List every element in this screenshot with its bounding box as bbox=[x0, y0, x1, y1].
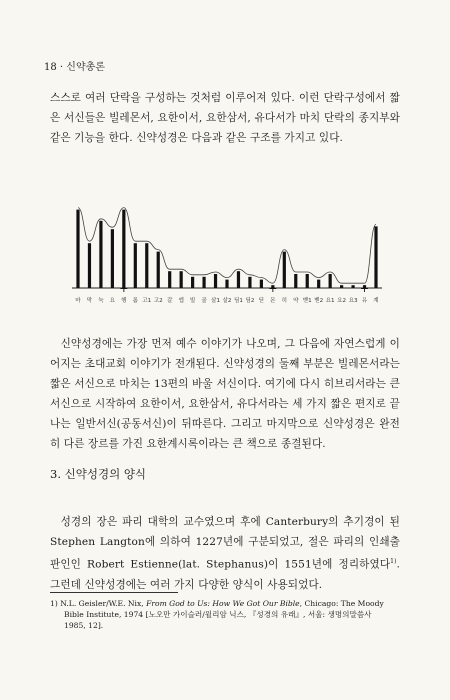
chart-tick-label: 요2 bbox=[337, 298, 347, 304]
chart-tick-label: 요1 bbox=[325, 298, 335, 304]
chart-tick-label: 고1 bbox=[142, 298, 152, 304]
chart-bar-요 bbox=[111, 229, 114, 288]
chart-tick-label: 몬 bbox=[270, 298, 276, 304]
chart-tick-label: 약 bbox=[293, 298, 299, 304]
chart-bar-요1 bbox=[329, 274, 332, 288]
chart-bar-벧2 bbox=[317, 280, 320, 288]
chart-tick-label: 유 bbox=[361, 298, 368, 304]
chart-bar-벧1 bbox=[306, 274, 309, 288]
chart-bar-계 bbox=[374, 226, 377, 288]
running-header bbox=[44, 58, 105, 73]
chart-bar-빌 bbox=[191, 277, 194, 288]
chart-tick-label: 벧1 bbox=[302, 298, 312, 304]
chart-bar-갈 bbox=[168, 271, 171, 288]
footnote bbox=[50, 598, 400, 631]
chart-bar-골 bbox=[202, 277, 205, 288]
paragraph-structure: 신약성경에는 가장 먼저 예수 이야기가 나오며, 그 다음에 자연스럽게 이어지는 초대교회 이야기가 전개된다. 신약성경의 둘째 부분은 빌레몬서라는 짧은 서신으로 마치는 13편의 바울 서신이다. 여기에 다시 히브리서라는 큰 서신으로 시작하여 요한이서, 요한삼서, 유다서라는 세 가지 짧은 편지로 끝나는 일반서신(공동서신)이 뒤따른다. 그리고 마지막으로 신약성경은 완전히 다른 장르를 가진 요한계시록이라는 큰 책으로 종결된다. bbox=[50, 338, 400, 450]
chart-bar-롬 bbox=[134, 243, 137, 288]
chart-tick-label: 딛 bbox=[258, 298, 265, 304]
chart-bar-엡 bbox=[180, 271, 183, 288]
footnote-line-1-suffix: , Chicago: The Moody bbox=[299, 599, 384, 608]
chart-bar-마 bbox=[76, 210, 79, 288]
chart-tick-label: 빌 bbox=[189, 298, 196, 304]
chart-bar-고2 bbox=[157, 252, 160, 288]
chart-bar-요2 bbox=[340, 285, 343, 288]
chart-tick-label: 고2 bbox=[153, 298, 163, 304]
footnote-ref: 1) bbox=[390, 558, 397, 565]
chart-tick-label: 롬 bbox=[132, 298, 139, 304]
chart-bar-살2 bbox=[225, 280, 228, 288]
chart-bar-행 bbox=[122, 210, 125, 288]
chart-tick-label: 요3 bbox=[348, 298, 358, 304]
chart-tick-label: 벧2 bbox=[314, 298, 324, 304]
header-separator: · bbox=[59, 62, 64, 73]
chart-bar-요3 bbox=[351, 285, 354, 288]
chart-bar-고1 bbox=[145, 243, 148, 288]
chart-tick-label: 요 bbox=[109, 298, 116, 304]
chart-bar-약 bbox=[294, 274, 297, 288]
paragraph-forms-text-1: 성경의 장은 파리 대학의 교수였으며 후에 Canterbury의 추기경이 된 Stephen Langton에 의하여 1227년에 구분되었고, 절은 파리의 인쇄출판인인 Robert Estienne(lat. Stephanus)이 1551년에 정리하였다 bbox=[50, 516, 400, 571]
chart-tick-label: 갈 bbox=[166, 298, 173, 304]
footnote-line-2: Bible Institute, 1974 [노오만 가이슬러/윌리암 닉스, 『성경의 유래』, 서울: 생명의말씀사 bbox=[64, 610, 372, 619]
chart-tick-label: 행 bbox=[121, 298, 127, 304]
chart-bar-막 bbox=[88, 243, 91, 288]
nt-structure-chart bbox=[72, 196, 382, 312]
chart-tick-label: 엡 bbox=[178, 298, 184, 304]
chart-bar-딛 bbox=[260, 280, 263, 288]
chart-tick-label: 마 bbox=[75, 298, 81, 304]
chart-marker: + bbox=[119, 282, 129, 295]
chart-marker: + bbox=[268, 282, 278, 295]
chart-tick-label: 골 bbox=[201, 298, 207, 304]
chart-tick-label: 눅 bbox=[98, 298, 104, 304]
chart-tick-label: 살1 bbox=[211, 298, 221, 304]
footnote-line-1-prefix: 1) N.L. Geisler/W.E. Nix, bbox=[50, 599, 147, 608]
chart-tick-label: 계 bbox=[373, 298, 379, 304]
chart-tick-label: 살2 bbox=[222, 298, 232, 304]
paragraph-forms bbox=[50, 512, 400, 595]
paragraph-forms-text-2: . 그런데 신약성경에는 여러 가지 다양한 양식이 사용되었다. bbox=[50, 558, 400, 591]
chart-tick-label: 막 bbox=[86, 298, 93, 304]
footnote-line-1 bbox=[50, 598, 400, 609]
footnote-book-title: From God to Us: How We Got Our Bible bbox=[146, 599, 300, 608]
paragraph-intro: 스스로 여러 단락을 구성하는 것처럼 이루어져 있다. 이런 단락구성에서 짧은 서신들은 빌레몬서, 요한이서, 요한삼서, 유다서가 마치 단락의 종지부와 같은 기능을 한다. 신약성경은 다음과 같은 구조를 가지고 있다. bbox=[50, 92, 400, 144]
page-number: 18 bbox=[44, 62, 57, 73]
chart-bar-히 bbox=[283, 252, 286, 288]
running-title: 신약총론 bbox=[66, 62, 105, 73]
chart-tick-label: 딤2 bbox=[245, 298, 255, 304]
chart-tick-label: 히 bbox=[281, 298, 288, 304]
chart-bar-살1 bbox=[214, 274, 217, 288]
chart-marker: + bbox=[359, 282, 370, 295]
footnote-divider bbox=[50, 592, 178, 593]
chart-bar-딤1 bbox=[237, 271, 240, 288]
chart-bar-눅 bbox=[99, 221, 102, 288]
footnote-line-3: 1985, 12]. bbox=[64, 621, 104, 630]
section-heading: 3. 신약성경의 양식 bbox=[50, 467, 147, 481]
chart-bar-딤2 bbox=[248, 277, 251, 288]
chart-tick-label: 딤1 bbox=[233, 298, 243, 304]
